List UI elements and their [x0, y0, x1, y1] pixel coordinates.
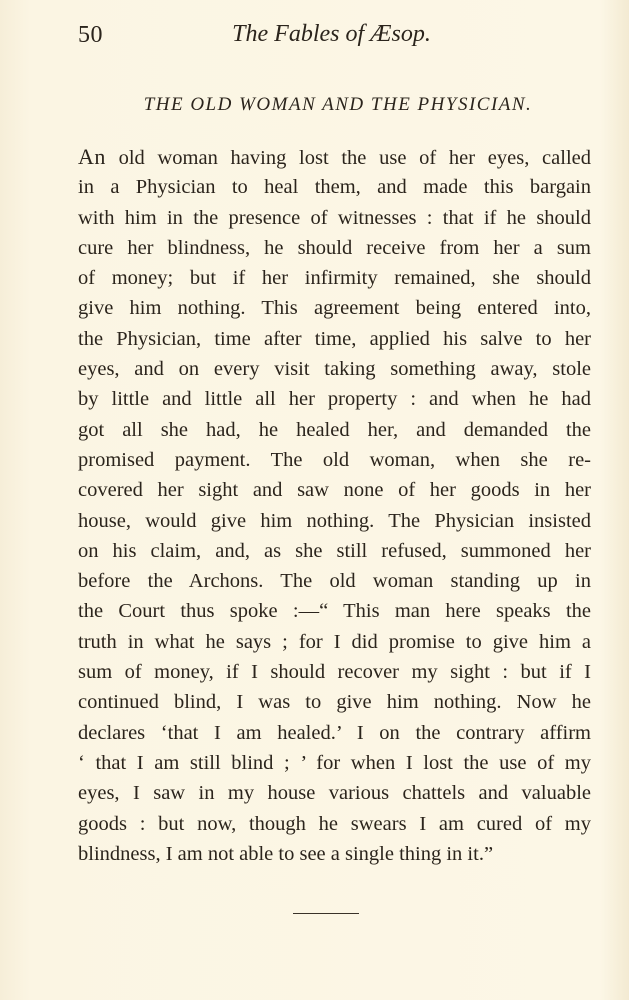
text-line: ‘ that I am still blind ; ’ for when I lost the use of my [78, 751, 591, 774]
fable-title: THE OLD WOMAN AND THE PHYSICIAN. [143, 94, 533, 115]
page-number: 50 [78, 22, 103, 48]
text-line: with him in the presence of witnesses : that if he should [78, 206, 591, 229]
text-line: give him nothing. This agreement being entered into, [78, 297, 591, 320]
text-line: in a Physician to heal them, and made this bargain [78, 176, 591, 199]
text-line: truth in what he says ; for I did promise to give him a [78, 630, 591, 653]
text-line: the Physician, time after time, applied his salve to her [78, 327, 591, 350]
text-line: goods : but now, though he swears I am cured of my [78, 812, 591, 835]
section-divider [293, 913, 359, 914]
text-line: the Court thus spoke :—“ This man here speaks the [78, 600, 591, 623]
fable-text [78, 142, 591, 869]
text-line: eyes, I saw in my house various chattels and valuable [78, 782, 591, 805]
text-line [78, 142, 591, 172]
text-line: promised payment. The old woman, when she re- [78, 448, 591, 471]
text-line: blindness, I am not able to see a single thing in it.” [78, 842, 494, 865]
text-line: continued blind, I was to give him nothing. Now he [78, 691, 591, 714]
line-text: old woman having lost the use of her eyes, called [105, 147, 591, 169]
text-line: on his claim, and, as she still refused, summoned her [78, 539, 591, 562]
text-line: sum of money, if I should recover my sight : but if I [78, 661, 591, 684]
text-line: by little and little all her property : and when he had [78, 388, 591, 411]
text-line: before the Archons. The old woman standing up in [78, 570, 591, 593]
running-head: The Fables of Æsop. [232, 21, 431, 47]
text-line: got all she had, he healed her, and demanded the [78, 418, 591, 441]
text-line: covered her sight and saw none of her goods in her [78, 479, 591, 502]
initial-word: An [78, 144, 106, 169]
text-line: declares ‘that I am healed.’ I on the contrary affirm [78, 721, 591, 744]
text-line: house, would give him nothing. The Physician insisted [78, 509, 591, 532]
text-line: eyes, and on every visit taking something away, stole [78, 358, 591, 381]
text-line: of money; but if her infirmity remained, she should [78, 267, 591, 290]
text-line: cure her blindness, he should receive from her a sum [78, 236, 591, 259]
